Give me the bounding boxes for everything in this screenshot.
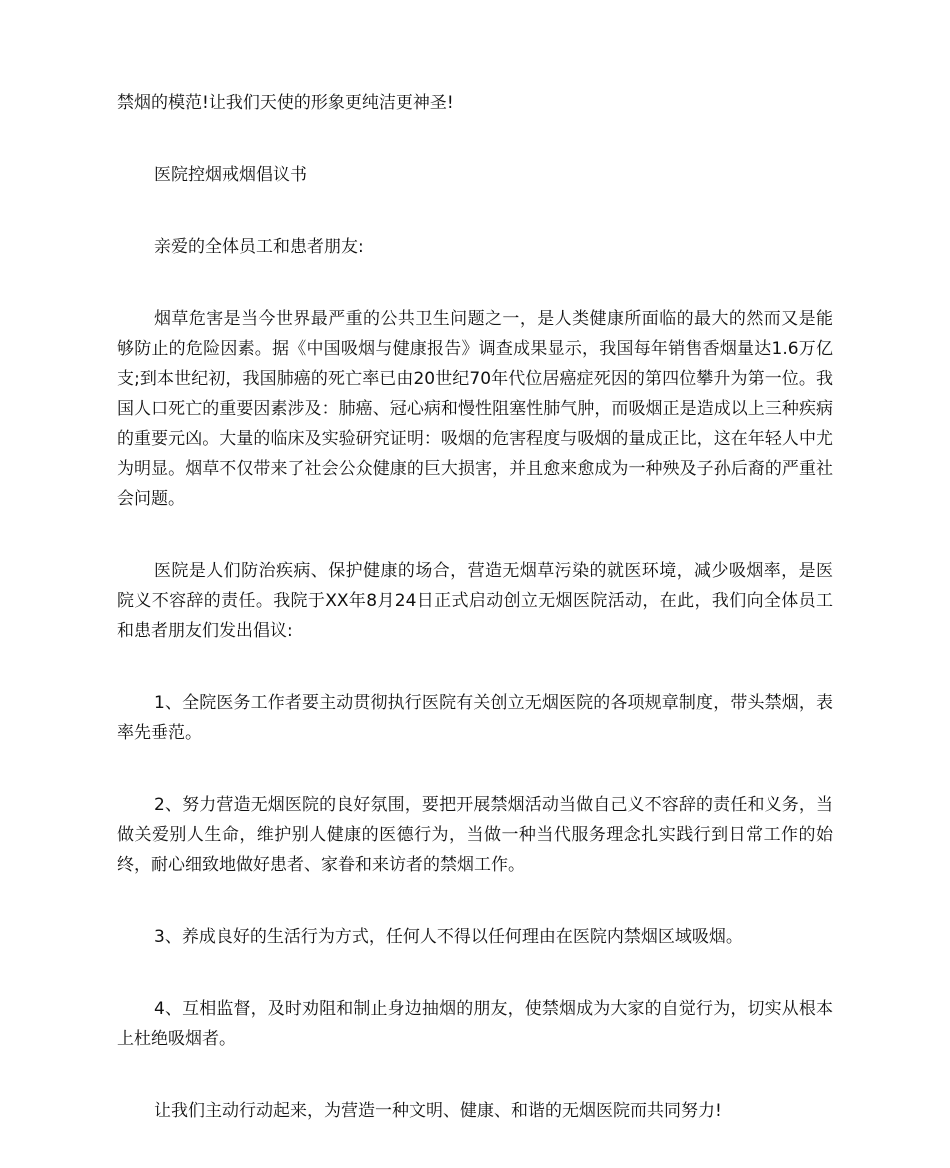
- proposal-item-2: 2、努力营造无烟医院的良好氛围，要把开展禁烟活动当做自己义不容辞的责任和义务，当做关爱别人生命，维护别人健康的医德行为，当做一种当代服务理念扎实践行到日常工作的始终，耐心细致地做好患者、家眷和来访者的禁烟工作。: [117, 795, 833, 875]
- proposal-item-4: 4、互相监督，及时劝阻和制止身边抽烟的朋友，使禁烟成为大家的自觉行为，切实从根本上杜绝吸烟者。: [117, 999, 833, 1049]
- document-title: 医院控烟戒烟倡议书: [154, 165, 307, 185]
- document-page: [117, 88, 833, 1168]
- salutation: 亲爱的全体员工和患者朋友:: [154, 237, 364, 257]
- paragraph-initiative: 医院是人们防治疾病、保护健康的场合，营造无烟草污染的就医环境，减少吸烟率，是医院义不容辞的责任。我院于XX年8月24日正式启动创立无烟医院活动，在此，我们向全体员工和患者朋友们发出倡议:: [117, 561, 833, 641]
- proposal-item-3: 3、养成良好的生活行为方式，任何人不得以任何理由在医院内禁烟区域吸烟。: [154, 927, 743, 947]
- closing-call: 让我们主动行动起来，为营造一种文明、健康、和谐的无烟医院而共同努力!: [154, 1101, 722, 1121]
- lead-fragment: 禁烟的模范!让我们天使的形象更纯洁更神圣!: [117, 93, 454, 113]
- proposal-item-1: 1、全院医务工作者要主动贯彻执行医院有关创立无烟医院的各项规章制度，带头禁烟，表率先垂范。: [117, 693, 833, 743]
- paragraph-intro: 烟草危害是当今世界最严重的公共卫生问题之一，是人类健康所面临的最大的然而又是能够防止的危险因素。据《中国吸烟与健康报告》调查成果显示，我国每年销售香烟量达1.6万亿支;到本世纪初，我国肺癌的死亡率已由20世纪70年代位居癌症死因的第四位攀升为第一位。我国人口死亡的重要因素涉及：肺癌、冠心病和慢性阻塞性肺气肿，而吸烟正是造成以上三种疾病的重要元凶。大量的临床及实验研究证明：吸烟的危害程度与吸烟的量成正比，这在年轻人中尤为明显。烟草不仅带来了社会公众健康的巨大损害，并且愈来愈成为一种殃及子孙后裔的严重社会问题。: [117, 309, 833, 509]
